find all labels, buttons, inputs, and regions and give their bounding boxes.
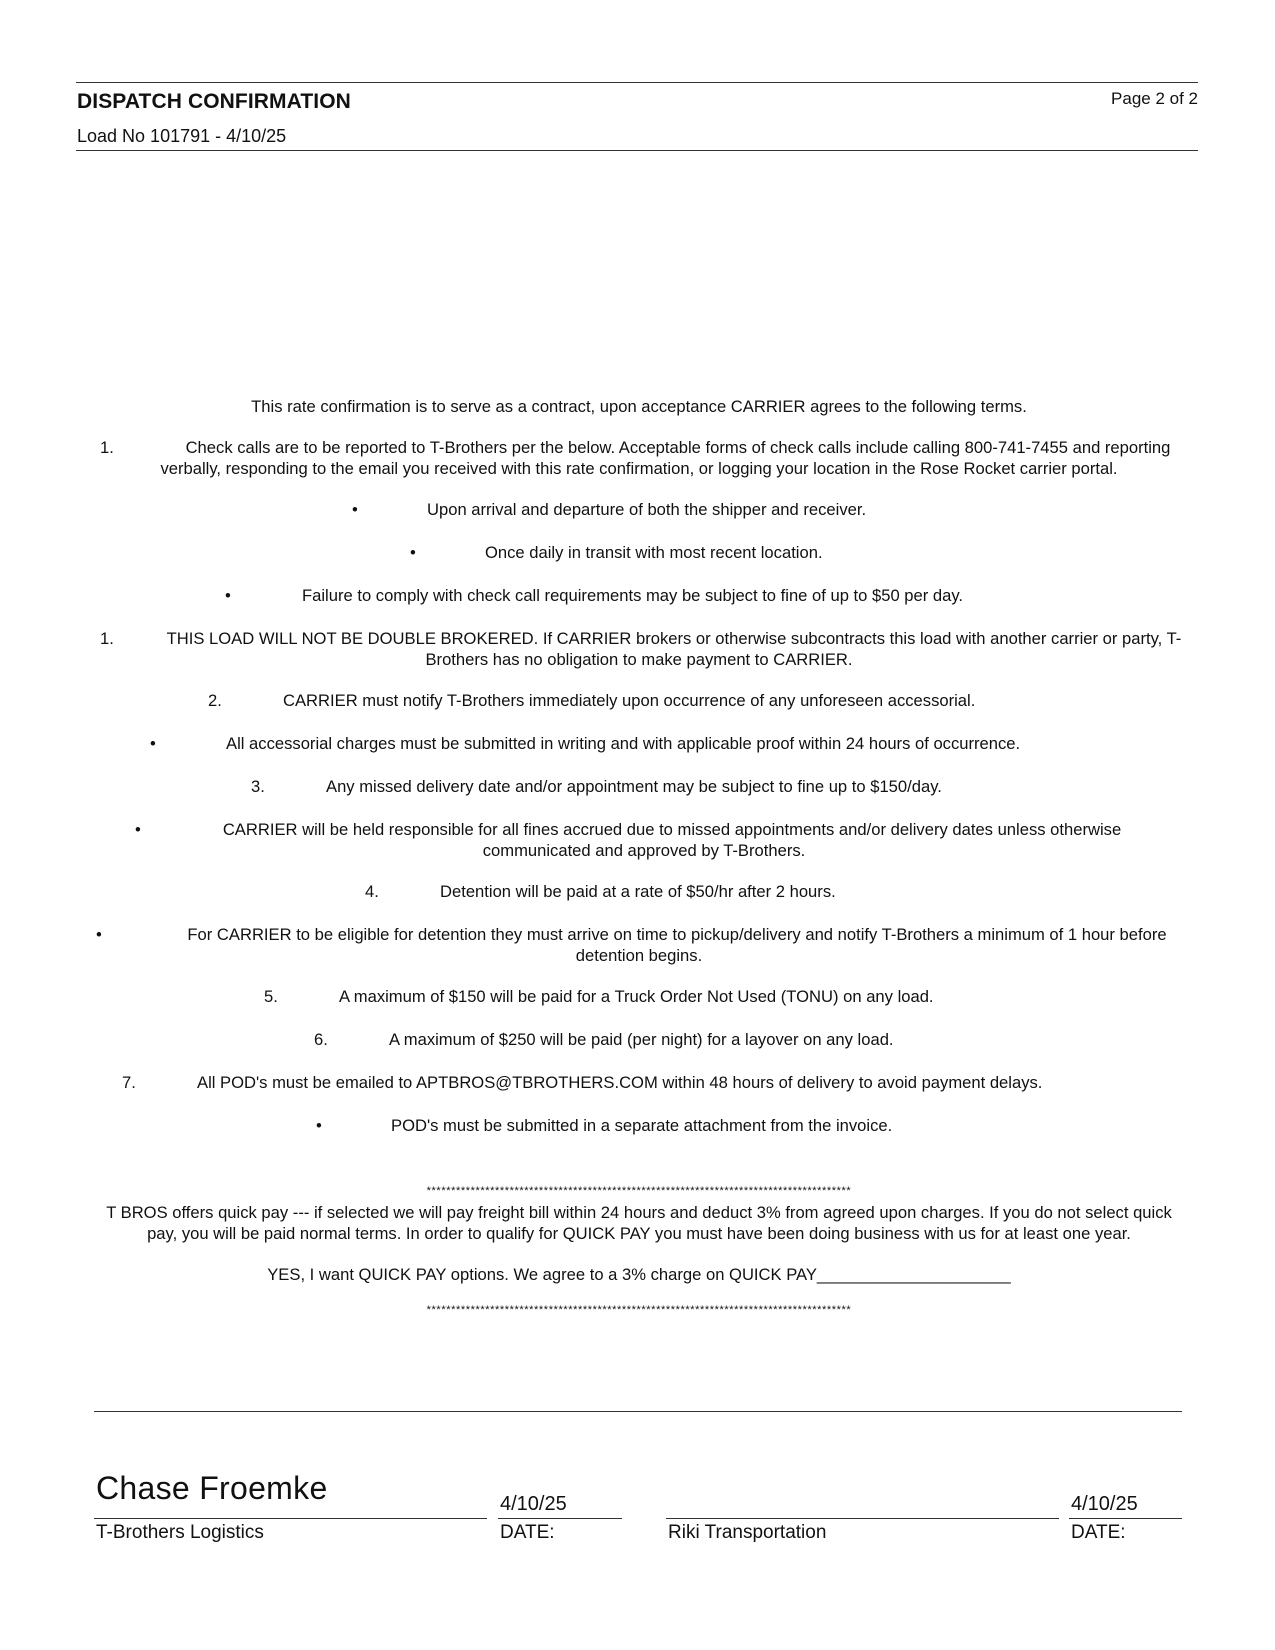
document-title: DISPATCH CONFIRMATION — [77, 90, 351, 113]
bullet-icon: • — [316, 1116, 322, 1135]
term-item-4 — [94, 881, 1184, 902]
carrier-date-line — [1069, 1518, 1182, 1519]
term-bullet-5 — [94, 819, 1184, 861]
bullet-icon: • — [96, 925, 102, 944]
term-bullet-4 — [94, 733, 1184, 754]
terms-body — [94, 396, 1184, 1317]
term-text: For CARRIER to be eligible for detention they must arrive on time to pickup/delivery and notify T-Brothers a minimum of 1 hour before detention begins. — [187, 925, 1167, 965]
broker-signature: Chase Froemke — [96, 1470, 328, 1506]
header-rule-bottom — [76, 150, 1198, 151]
broker-date-line — [498, 1518, 622, 1519]
item-number: 2. — [208, 691, 222, 710]
broker-date: 4/10/25 — [500, 1493, 567, 1515]
item-number: 1. — [100, 438, 114, 457]
item-number: 7. — [122, 1073, 136, 1092]
broker-date-label: DATE: — [500, 1522, 555, 1543]
broker-name: T-Brothers Logistics — [96, 1522, 264, 1543]
term-item-2 — [94, 690, 1184, 711]
term-text: A maximum of $150 will be paid for a Truck Order Not Used (TONU) on any load. — [339, 987, 934, 1006]
term-item-double-brokered — [94, 628, 1184, 670]
term-item-7 — [94, 1072, 1184, 1093]
carrier-date-label: DATE: — [1071, 1522, 1126, 1543]
item-number: 3. — [251, 777, 265, 796]
term-text: Any missed delivery date and/or appointment may be subject to fine up to $150/day. — [326, 777, 942, 796]
term-bullet-7 — [94, 1115, 1184, 1136]
bullet-icon: • — [410, 543, 416, 562]
term-text: All POD's must be emailed to APTBROS@TBROTHERS.COM within 48 hours of delivery to avoid payment delays. — [197, 1073, 1043, 1092]
term-text: All accessorial charges must be submitted in writing and with applicable proof within 24 hours of occurrence. — [226, 734, 1021, 753]
term-bullet-6 — [94, 924, 1184, 966]
terms-intro: This rate confirmation is to serve as a contract, upon acceptance CARRIER agrees to the following terms. — [251, 397, 1027, 416]
carrier-signature-line — [666, 1518, 1059, 1519]
term-item-3 — [94, 776, 1184, 797]
item-number: 4. — [365, 882, 379, 901]
term-text: CARRIER must notify T-Brothers immediately upon occurrence of any unforeseen accessorial. — [283, 691, 976, 710]
term-item-5 — [94, 986, 1184, 1007]
term-bullet-3 — [94, 585, 1184, 606]
term-bullet-1 — [94, 499, 1184, 520]
signature-section-rule — [94, 1411, 1182, 1412]
term-text: Once daily in transit with most recent location. — [485, 543, 823, 562]
page-number: Page 2 of 2 — [1111, 89, 1198, 108]
term-text: A maximum of $250 will be paid (per night) for a layover on any load. — [389, 1030, 894, 1049]
bullet-icon: • — [225, 586, 231, 605]
term-text: Check calls are to be reported to T-Brothers per the below. Acceptable forms of check calls include calling 800-741-7455 and reporting verbally, responding to the email you received with this rate confirmation, or logging your location in the Rose Rocket carrier portal. — [160, 438, 1171, 478]
item-number: 5. — [264, 987, 278, 1006]
separator-stars-bottom: *************************************************************************************** — [426, 1304, 852, 1316]
term-item-1 — [94, 437, 1184, 479]
quick-pay-terms: T BROS offers quick pay --- if selected we will pay freight bill within 24 hours and deduct 3% from agreed upon charges. If you do not select quick pay, you will be paid normal terms. In order to qualify for QUICK PAY you must have been doing business with us for at least one year. — [106, 1203, 1172, 1243]
term-text: CARRIER will be held responsible for all fines accrued due to missed appointments and/or delivery dates unless otherwise communicated and approved by T-Brothers. — [222, 820, 1122, 860]
term-text: THIS LOAD WILL NOT BE DOUBLE BROKERED. If CARRIER brokers or otherwise subcontracts this load with another carrier or party, T-Brothers has no obligation to make payment to CARRIER. — [166, 629, 1182, 669]
item-number: 6. — [314, 1030, 328, 1049]
load-number: Load No 101791 - 4/10/25 — [77, 126, 287, 146]
term-bullet-2 — [94, 542, 1184, 563]
quick-pay-option: YES, I want QUICK PAY options. We agree to a 3% charge on QUICK PAY_____________________ — [267, 1265, 1011, 1284]
term-text: Failure to comply with check call requirements may be subject to fine of up to $50 per day. — [302, 586, 964, 605]
bullet-icon: • — [352, 500, 358, 519]
term-text: Upon arrival and departure of both the shipper and receiver. — [427, 500, 867, 519]
broker-signature-line — [94, 1518, 487, 1519]
separator-stars-top: *************************************************************************************** — [426, 1185, 852, 1197]
carrier-name: Riki Transportation — [668, 1522, 827, 1543]
carrier-date: 4/10/25 — [1071, 1493, 1138, 1515]
bullet-icon: • — [135, 820, 141, 839]
bullet-icon: • — [150, 734, 156, 753]
item-number: 1. — [100, 629, 114, 648]
header-rule-top — [76, 82, 1198, 83]
term-item-6 — [94, 1029, 1184, 1050]
term-text: POD's must be submitted in a separate attachment from the invoice. — [391, 1116, 893, 1135]
term-text: Detention will be paid at a rate of $50/hr after 2 hours. — [440, 882, 836, 901]
